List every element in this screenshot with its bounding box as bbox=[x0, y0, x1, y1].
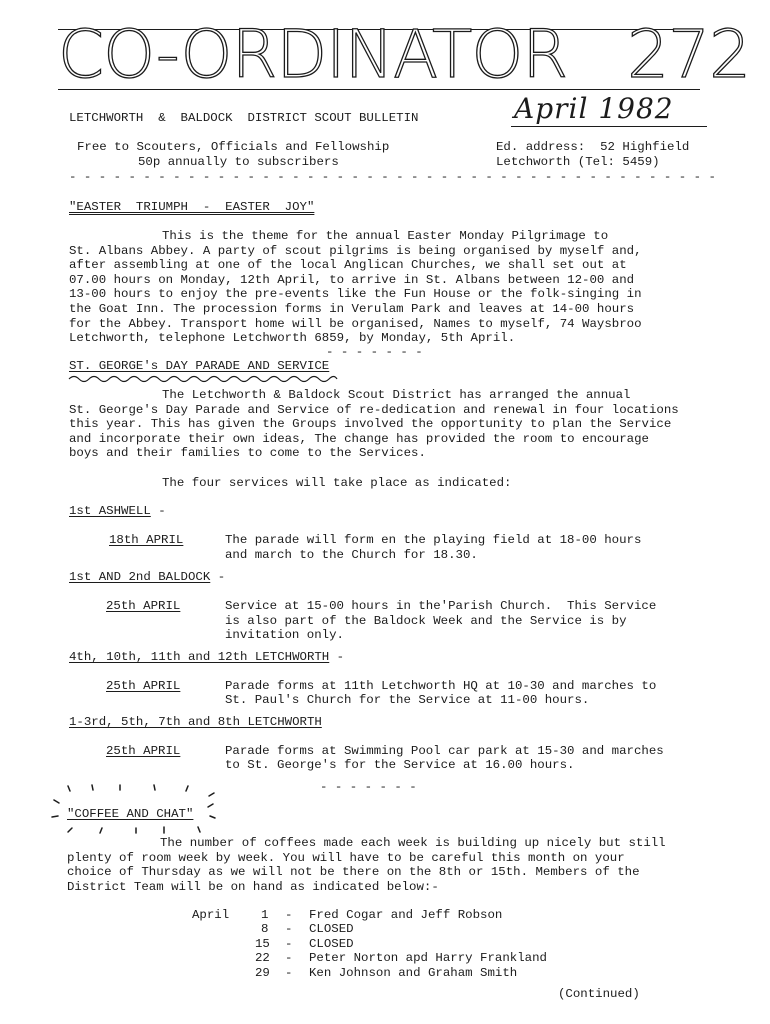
service-group-suffix: - bbox=[329, 650, 345, 664]
st-george-paragraph bbox=[69, 388, 709, 461]
rota-month: April bbox=[192, 908, 230, 922]
issue-date: April 1982 bbox=[514, 92, 674, 125]
service-detail-line: Parade forms at 11th Letchworth HQ at 10-30 and marches to bbox=[225, 679, 657, 693]
service-detail-line: is also part of the Baldock Week and the Service is by bbox=[225, 614, 627, 628]
service-detail-line: The parade will form en the playing field at 18-00 hours bbox=[225, 533, 642, 547]
easter-line-8: Letchworth, telephone Letchworth 6859, by Monday, 5th April. bbox=[69, 331, 516, 346]
rota-dash: - bbox=[285, 908, 293, 922]
service-group-heading bbox=[69, 570, 225, 585]
easter-line-4: 07.00 hours on Monday, 12th April, to arrive in St. Albans between 12-00 and bbox=[69, 272, 635, 287]
editor-town-telephone: Letchworth (Tel: 5459) bbox=[496, 155, 660, 169]
service-group-suffix: - bbox=[210, 570, 226, 584]
rota-day: 8 bbox=[261, 922, 269, 936]
coffee-line-3: choice of Thursday as we will not be there on the 8th or 15th. Members of the bbox=[67, 865, 640, 880]
rota-who: Fred Cogar and Jeff Robson bbox=[309, 908, 503, 922]
dashed-divider: - - - - - - - - - - - - - - - - - - - - - - - - - - - - - - - - - - - - - - - - - - - - bbox=[69, 170, 716, 184]
service-detail-line: invitation only. bbox=[225, 628, 344, 642]
service-group-heading bbox=[69, 715, 322, 730]
rota-who: CLOSED bbox=[309, 922, 354, 936]
bulletin-subtitle: LETCHWORTH & BALDOCK DISTRICT SCOUT BULLETIN bbox=[69, 111, 419, 125]
issue-date-rule bbox=[511, 126, 707, 127]
easter-line-2: St. Albans Abbey. A party of scout pilgrims is being organised by myself and, bbox=[69, 243, 642, 258]
service-detail-line: St. Paul's Church for the Service at 11-00 hours. bbox=[225, 693, 590, 707]
service-group-name: 4th, 10th, 11th and 12th LETCHWORTH bbox=[69, 650, 330, 664]
rota-day: 22 bbox=[255, 951, 270, 965]
coffee-heading: "COFFEE AND CHAT" bbox=[67, 807, 194, 821]
service-detail-line: Service at 15-00 hours in the'Parish Church. This Service bbox=[225, 599, 657, 613]
coffee-line-1: The number of coffees made each week is building up nicely but still bbox=[160, 836, 666, 850]
service-date: 18th APRIL bbox=[109, 533, 184, 547]
service-group-name: 1st ASHWELL bbox=[69, 504, 151, 518]
easter-heading: "EASTER TRIUMPH - EASTER JOY" bbox=[69, 200, 315, 214]
services-intro: The four services will take place as indicated: bbox=[162, 476, 512, 490]
continued-note: (Continued) bbox=[558, 987, 640, 1001]
coffee-line-2: plenty of room week by week. You will have to be careful this month on your bbox=[67, 850, 625, 865]
st-george-line-3: this year. This has given the Groups involved the opportunity to plan the Service bbox=[69, 417, 672, 432]
service-date: 25th APRIL bbox=[106, 744, 181, 758]
st-george-line-5: boys and their families to come to the Services. bbox=[69, 446, 426, 461]
st-george-heading: ST. GEORGE's DAY PARADE AND SERVICE bbox=[69, 359, 330, 373]
coffee-paragraph bbox=[67, 836, 707, 894]
free-to-line: Free to Scouters, Officials and Fellowship bbox=[77, 140, 390, 154]
easter-line-5: 13-00 hours to enjoy the pre-events like the Fun House or the folk-singing in bbox=[69, 287, 642, 302]
rota-who: CLOSED bbox=[309, 937, 354, 951]
service-group-heading bbox=[69, 650, 344, 665]
masthead-bottom-rule bbox=[58, 89, 700, 90]
easter-paragraph bbox=[69, 229, 709, 346]
service-detail-line: to St. George's for the Service at 16.00 hours. bbox=[225, 758, 575, 772]
service-date: 25th APRIL bbox=[106, 599, 181, 613]
st-george-line-2: St. George's Day Parade and Service of re-dedication and renewal in four locations bbox=[69, 402, 679, 417]
service-detail-line: and march to the Church for 18.30. bbox=[225, 548, 478, 562]
service-group-heading bbox=[69, 504, 166, 519]
easter-line-6: the Goat Inn. The procession forms in Verulam Park and leaves at 14-00 hours bbox=[69, 301, 635, 316]
rota-who: Ken Johnson and Graham Smith bbox=[309, 966, 518, 980]
bulletin-title: CO-ORDINATOR bbox=[58, 16, 568, 93]
service-date: 25th APRIL bbox=[106, 679, 181, 693]
service-group-name: 1-3rd, 5th, 7th and 8th LETCHWORTH bbox=[69, 715, 322, 729]
rota-dash: - bbox=[285, 937, 293, 951]
service-detail-line: Parade forms at Swimming Pool car park at 15-30 and marches bbox=[225, 744, 664, 758]
service-group-suffix: - bbox=[150, 504, 166, 518]
rota-dash: - bbox=[285, 951, 293, 965]
service-group-name: 1st AND 2nd BALDOCK bbox=[69, 570, 211, 584]
rota-who: Peter Norton apd Harry Frankland bbox=[309, 951, 547, 965]
easter-line-1: This is the theme for the annual Easter Monday Pilgrimage to bbox=[162, 229, 609, 243]
rota-day: 29 bbox=[255, 966, 270, 980]
easter-separator: - - - - - - - bbox=[326, 345, 423, 359]
coffee-line-4: District Team will be on hand as indicated below:- bbox=[67, 879, 439, 894]
rota-dash: - bbox=[285, 922, 293, 936]
rota-day: 15 bbox=[255, 937, 270, 951]
st-george-line-4: and incorporate their own ideas, The change has provided the room to encourage bbox=[69, 431, 649, 446]
wavy-underline-decoration bbox=[69, 373, 337, 385]
st-george-line-1: The Letchworth & Baldock Scout District has arranged the annual bbox=[162, 388, 631, 402]
subscription-price: 50p annually to subscribers bbox=[138, 155, 339, 169]
easter-line-7: for the Abbey. Transport home will be organised, Names to myself, 74 Waysbroo bbox=[69, 316, 642, 331]
issue-number: 272 bbox=[627, 16, 751, 93]
rota-day: 1 bbox=[261, 908, 269, 922]
editor-address: Ed. address: 52 Highfield bbox=[496, 140, 690, 154]
rota-dash: - bbox=[285, 966, 293, 980]
masthead-title-block bbox=[58, 16, 751, 93]
easter-line-3: after assembling at one of the local Anglican Churches, we shall set out at bbox=[69, 258, 627, 273]
st-george-separator: - - - - - - - bbox=[320, 780, 417, 794]
